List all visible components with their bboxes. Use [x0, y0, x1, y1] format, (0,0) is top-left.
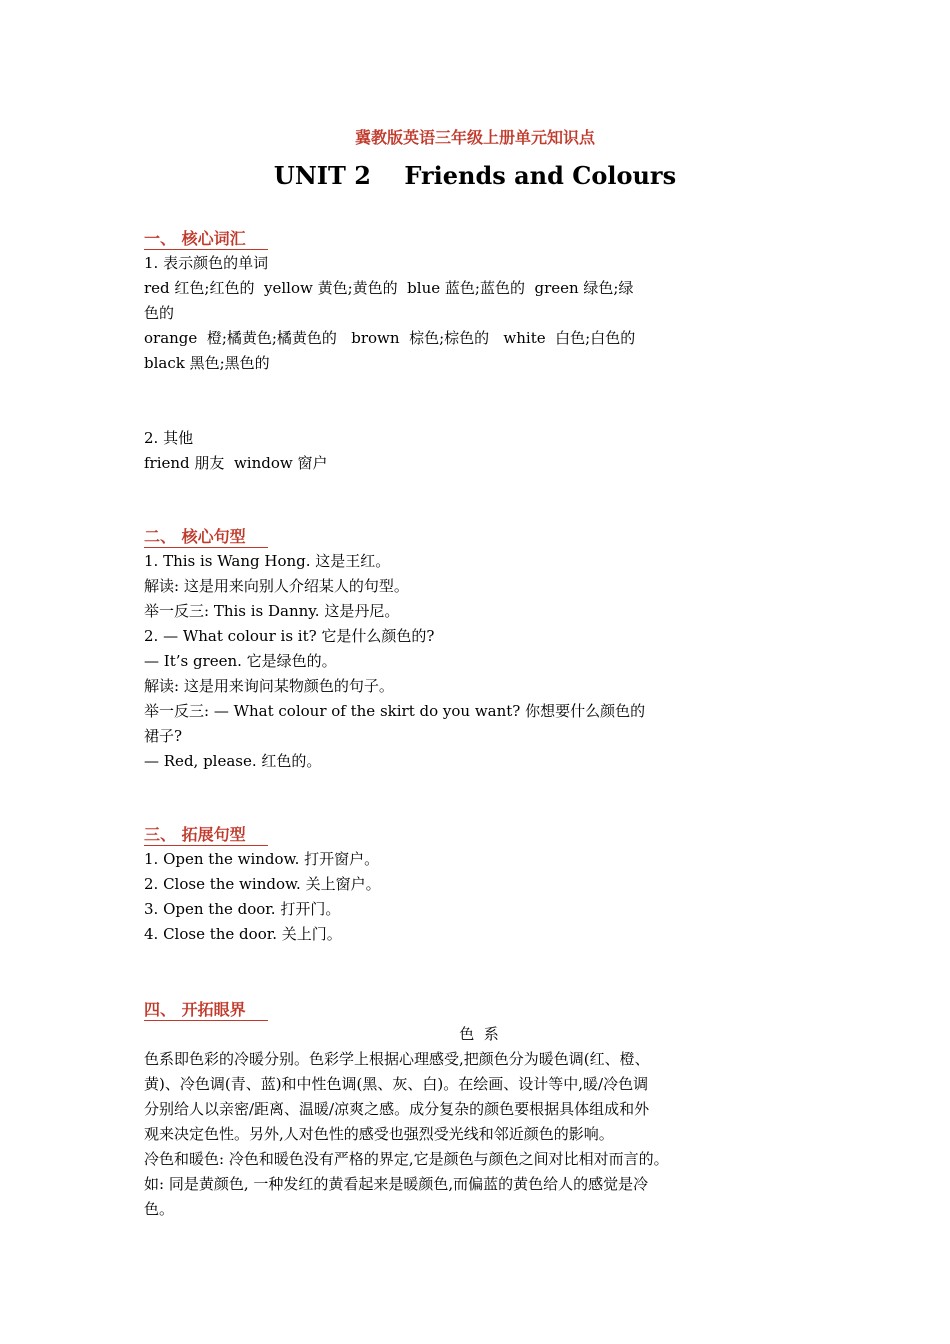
paragraph-line: 冷色和暖色: 冷色和暖色没有严格的界定,它是颜色与颜色之间对比相对而言的。 [144, 1150, 669, 1168]
paragraph-line: 色系即色彩的冷暖分别。色彩学上根据心理感受,把颜色分为暖色调(红、橙、 [144, 1050, 650, 1068]
sentence-line: 2. — What colour is it? 它是什么颜色的? [144, 627, 435, 645]
paragraph-line: 如: 同是黄颜色, 一种发红的黄看起来是暖颜色,而偏蓝的黄色给人的感觉是冷 [144, 1175, 649, 1193]
paragraph-line: 观来决定色性。另外,人对色性的感受也强烈受光线和邻近颜色的影响。 [144, 1125, 614, 1143]
section-heading: 二、 核心句型 [144, 524, 814, 549]
sentence-line: 裙子? [144, 727, 183, 745]
sentence-line: 举一反三: This is Danny. 这是丹尼。 [144, 602, 400, 620]
sentence-line: 1. This is Wang Hong. 这是王红。 [144, 552, 391, 570]
reading-subtitle: 色 系 [459, 1025, 499, 1043]
vocab-subheading-colours: 1. 表示颜色的单词 [144, 254, 269, 272]
section-heading: 一、 核心词汇 [144, 226, 814, 251]
vocab-line: red 红色;红色的 yellow 黄色;黄色的 blue 蓝色;蓝色的 green 绿色;绿 [144, 279, 634, 297]
section-heading: 三、 拓展句型 [144, 822, 814, 847]
sentence-line: 2. Close the window. 关上窗户。 [144, 875, 381, 893]
vocab-line: friend 朋友 window 窗户 [144, 454, 328, 472]
vocab-line: 色的 [144, 304, 175, 322]
sentence-line: 解读: 这是用来询问某物颜色的句子。 [144, 677, 394, 695]
sentence-line: 4. Close the door. 关上门。 [144, 925, 342, 943]
paragraph-line: 分别给人以亲密/距离、温暖/凉爽之感。成分复杂的颜色要根据具体组成和外 [144, 1100, 650, 1118]
vocab-line: orange 橙;橘黄色;橘黄色的 brown 棕色;棕色的 white 白色;白色的 [144, 329, 636, 347]
vocab-subheading-other: 2. 其他 [144, 429, 194, 447]
paragraph-line: 色。 [144, 1200, 175, 1218]
sentence-line: — Red, please. 红色的。 [144, 752, 322, 770]
sentence-line: — It’s green. 它是绿色的。 [144, 652, 337, 670]
sentence-line: 1. Open the window. 打开窗户。 [144, 850, 380, 868]
unit-title: UNIT 2 Friends and Colours [273, 161, 677, 190]
sentence-line: 3. Open the door. 打开门。 [144, 900, 341, 918]
section-extended-sentences [144, 822, 814, 947]
paragraph-line: 黄)、冷色调(青、蓝)和中性色调(黑、灰、白)。在绘画、设计等中,暖/冷色调 [144, 1075, 649, 1093]
section-core-vocabulary [144, 226, 814, 476]
sentence-line: 解读: 这是用来向别人介绍某人的句型。 [144, 577, 409, 595]
vocab-line: black 黑色;黑色的 [144, 354, 270, 372]
section-heading: 四、 开拓眼界 [144, 997, 814, 1022]
document-title: 冀教版英语三年级上册单元知识点 [354, 128, 595, 147]
section-broaden-horizons [144, 997, 814, 1222]
section-core-sentences [144, 524, 814, 774]
sentence-line: 举一反三: — What colour of the skirt do you want? 你想要什么颜色的 [144, 702, 646, 720]
